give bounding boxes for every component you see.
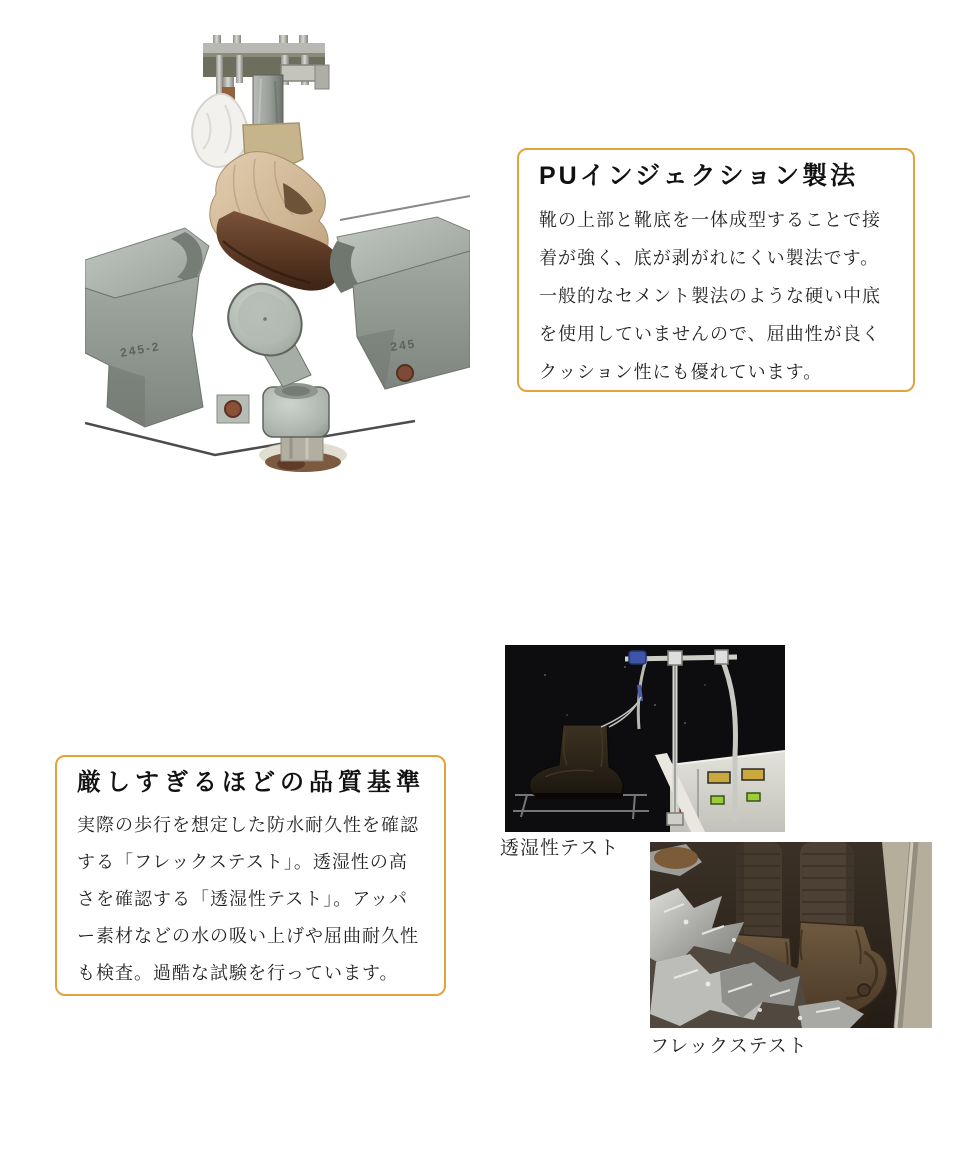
- quality-standards-info-box: [55, 755, 446, 996]
- quality-standards-body: 実際の歩行を想定した防水耐久性を確認する「フレックステスト」。透湿性の高さを確認する「透湿性テスト」。アッパー素材などの水の吸い上げや屈曲耐久性も検査。過酷な試験を行っています。: [77, 814, 419, 983]
- pu-injection-info-box: [517, 148, 915, 392]
- flex-test-photo: [650, 842, 932, 1028]
- moisture-test-illustration: [505, 645, 785, 832]
- moisture-test-caption: 透湿性テスト: [500, 838, 620, 859]
- mold-stamp-right: 245: [389, 336, 418, 354]
- mold-stamp-left: 245-2: [119, 339, 162, 360]
- moisture-permeability-test-photo: [505, 645, 785, 832]
- table-front-edge-line: [85, 421, 415, 455]
- mold-block-left: [85, 228, 249, 427]
- pu-injection-body: 靴の上部と靴底を一体成型することで接着が強く、底が剥がれにくい製法です。一般的なセメント製法のような硬い中底を使用していませんので、屈曲性が良くクッション性にも優れています。: [539, 209, 881, 382]
- flex-test-illustration: [650, 842, 932, 1028]
- pu-injection-machine-photo: [85, 35, 470, 475]
- quality-standards-title: 厳しすぎるほどの品質基準: [77, 769, 425, 796]
- flex-test-caption: フレックステスト: [650, 1036, 808, 1057]
- pu-injection-title: PUインジェクション製法: [539, 162, 859, 190]
- mold-block-right: [330, 217, 470, 389]
- table-edge-line: [340, 196, 470, 220]
- molding-machine-illustration: [85, 35, 470, 475]
- sole-mold-center: [228, 284, 347, 472]
